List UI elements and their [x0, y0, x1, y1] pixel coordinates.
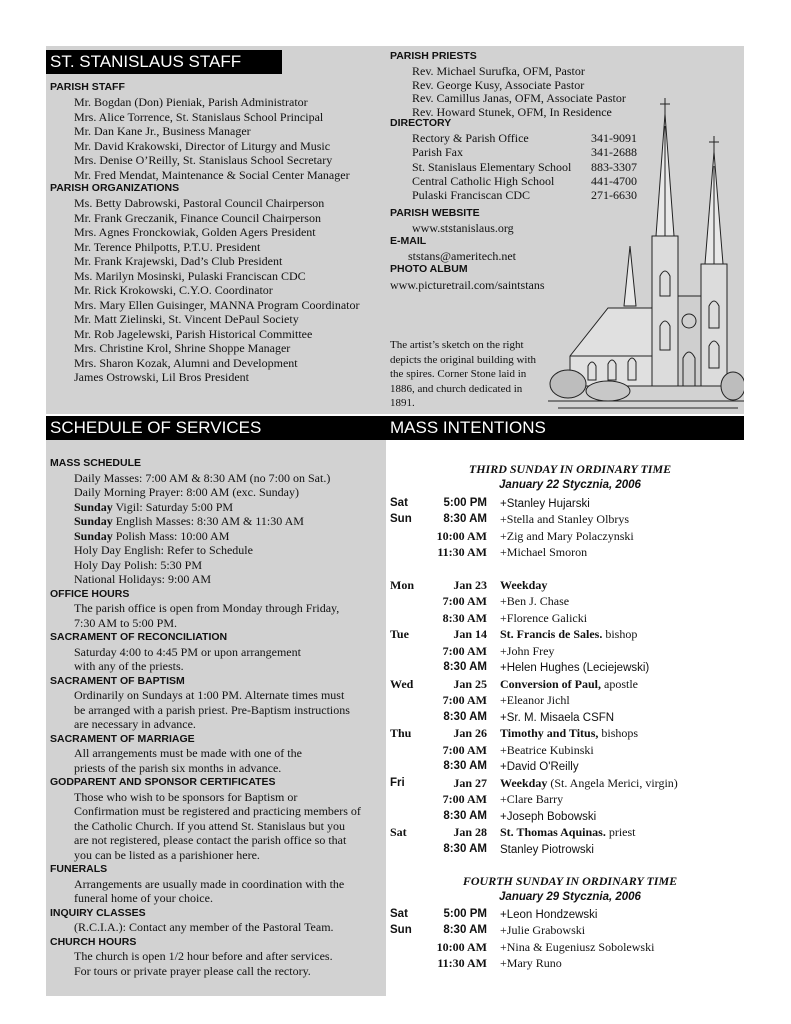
inquiry-heading: INQUIRY CLASSES	[50, 906, 146, 919]
intention-time: 7:00 AM	[442, 792, 487, 806]
directory-name: Rectory & Parish Office	[412, 131, 529, 145]
organization-member: Mr. Frank Greczanik, Finance Council Chairperson	[74, 210, 321, 225]
staff-member: Mr. Bogdan (Don) Pieniak, Parish Administrator	[74, 95, 308, 109]
directory-heading: DIRECTORY	[390, 117, 452, 129]
intention-day: Tue	[390, 627, 409, 641]
funerals-line: Arrangements are usually made in coordination with the	[74, 876, 345, 891]
organization-member: Ms. Marilyn Mosinski, Pulaski Franciscan CDC	[74, 268, 306, 283]
organization-member: Mr. Terence Philpotts, P.T.U. President	[74, 239, 261, 254]
intention-text: +Stella and Stanley Olbrys	[500, 512, 630, 526]
intention-time: 10:00 AM	[436, 940, 487, 954]
organizations-heading: PARISH ORGANIZATIONS	[50, 182, 180, 194]
funerals-heading: FUNERALS	[50, 863, 108, 875]
reconciliation-heading: SACRAMENT OF RECONCILIATION	[50, 631, 228, 643]
priest-entry: Rev. Howard Stunek, OFM, In Residence	[412, 104, 612, 119]
organization-member: Mr. Rick Krokowski, C.Y.O. Coordinator	[74, 283, 273, 297]
directory-name: St. Stanislaus Elementary School	[412, 159, 572, 174]
staff-member: Mr. Dan Kane Jr., Business Manager	[74, 124, 251, 138]
intention-day: Wed	[390, 677, 414, 691]
organization-member: Mr. Rob Jagelewski, Parish Historical Committee	[74, 326, 313, 341]
intention-time: Jan 14	[453, 627, 487, 641]
intention-day: Sat	[390, 497, 408, 509]
intention-text: +Ben J. Chase	[500, 594, 570, 608]
intention-text: Weekday (St. Angela Merici, virgin)	[500, 776, 678, 790]
intention-text: +Helen Hughes (Leciejewski)	[500, 662, 650, 674]
intention-text: +Florence Galicki	[500, 611, 588, 625]
intention-time: 8:30 AM	[443, 810, 487, 822]
organization-member: Mrs. Sharon Kozak, Alumni and Development	[74, 355, 298, 370]
intention-time: Jan 25	[453, 677, 487, 691]
intention-time: Jan 23	[453, 578, 487, 592]
mass-schedule-line: Daily Morning Prayer: 8:00 AM (exc. Sunday)	[74, 485, 299, 499]
intention-time: Jan 28	[453, 825, 487, 839]
intention-text: +Eleanor Jichl	[500, 693, 570, 707]
intention-text: +Leon Hondzewski	[500, 909, 598, 921]
godparent-line: are not registered, please contact the parish office so that	[74, 833, 347, 847]
intention-text: +Clare Barry	[500, 792, 564, 806]
mass-schedule-line: National Holidays: 9:00 AM	[74, 572, 211, 586]
intention-text: +David O'Reilly	[500, 761, 579, 773]
intention-time: 8:30 AM	[443, 513, 487, 525]
intention-text: +Michael Smoron	[500, 545, 588, 559]
mass-schedule-line: Holy Day Polish: 5:30 PM	[74, 557, 203, 572]
intention-time: 7:00 AM	[442, 743, 487, 757]
intention-time: 7:00 AM	[442, 644, 487, 658]
inquiry-line: (R.C.I.A.): Contact any member of the Pastoral Team.	[74, 920, 334, 934]
intention-text: +Mary Runo	[500, 956, 562, 970]
intention-time: 7:00 AM	[442, 594, 487, 608]
intention-text: +Nina & Eugeniusz Sobolewski	[500, 940, 655, 954]
intention-text: +Stanley Hujarski	[500, 498, 590, 510]
directory-name: Central Catholic High School	[412, 173, 555, 188]
directory-phone: 883-3307	[591, 159, 637, 174]
church-hours-heading: CHURCH HOURS	[50, 935, 137, 948]
mass-schedule-line: Daily Masses: 7:00 AM & 8:30 AM (no 7:00 on Sat.)	[74, 470, 331, 485]
email-link[interactable]: ststans@ameritech.net	[408, 249, 517, 263]
staff-member: Mr. Fred Mendat, Maintenance & Social Center Manager	[74, 167, 350, 182]
intention-text: +Sr. M. Misaela CSFN	[500, 712, 615, 724]
priests-heading: PARISH PRIESTS	[390, 50, 477, 62]
intention-day: Thu	[390, 726, 412, 740]
week1-title: THIRD SUNDAY IN ORDINARY TIME	[468, 462, 672, 476]
schedule-title: SCHEDULE OF SERVICES	[46, 416, 386, 440]
godparent-heading: GODPARENT AND SPONSOR CERTIFICATES	[50, 776, 276, 788]
intention-time: Jan 27	[453, 776, 487, 790]
intention-time: 11:30 AM	[437, 545, 487, 559]
intention-day: Fri	[390, 777, 405, 789]
intention-day: Sat	[390, 825, 407, 839]
godparent-line: the Catholic Church. If you attend St. Stanislaus but you	[74, 818, 345, 833]
organization-member: James Ostrowski, Lil Bros President	[74, 370, 249, 384]
intention-text: Conversion of Paul, apostle	[500, 677, 639, 691]
intention-text: +Joseph Bobowski	[500, 811, 597, 823]
intention-text: Timothy and Titus, bishops	[500, 726, 639, 740]
intention-time: 8:30 AM	[442, 611, 487, 625]
intentions-title: MASS INTENTIONS	[386, 416, 744, 440]
week2-title: FOURTH SUNDAY IN ORDINARY TIME	[462, 874, 678, 888]
marriage-heading: SACRAMENT OF MARRIAGE	[50, 732, 195, 745]
intention-time: 8:30 AM	[443, 711, 487, 723]
directory-name: Pulaski Franciscan CDC	[412, 188, 530, 203]
directory-name: Parish Fax	[412, 145, 463, 160]
intention-time: 8:30 AM	[443, 924, 487, 936]
organization-member: Ms. Betty Dabrowski, Pastoral Council Chairperson	[74, 196, 325, 210]
intention-text: St. Francis de Sales. bishop	[500, 627, 638, 641]
baptism-line: Ordinarily on Sundays at 1:00 PM. Alternate times must	[74, 688, 345, 702]
organization-member: Mr. Frank Krajewski, Dad’s Club President	[74, 254, 283, 268]
intention-text: +John Frey	[500, 644, 555, 658]
organization-member: Mrs. Christine Krol, Shrine Shoppe Manager	[74, 341, 291, 355]
intention-time: 8:30 AM	[443, 661, 487, 673]
baptism-line: are necessary in advance.	[74, 717, 196, 731]
godparent-line: Confirmation must be registered and practicing members of	[74, 804, 361, 818]
intention-time: 8:30 AM	[443, 760, 487, 772]
intention-text: Weekday	[500, 578, 548, 592]
website-link[interactable]: www.ststanislaus.org	[412, 221, 514, 235]
mass-schedule-line: Holy Day English: Refer to Schedule	[74, 543, 253, 557]
intention-day: Mon	[390, 578, 414, 592]
intention-time: 5:00 PM	[443, 908, 487, 920]
staff-member: Mrs. Alice Torrence, St. Stanislaus School Principal	[74, 109, 324, 124]
staff-member: Mrs. Denise O’Reilly, St. Stanislaus School Secretary	[74, 153, 333, 167]
album-link[interactable]: www.picturetrail.com/saintstans	[390, 278, 545, 292]
album-heading: PHOTO ALBUM	[390, 263, 468, 275]
intention-text: +Beatrice Kubinski	[500, 743, 594, 757]
website-heading: PARISH WEBSITE	[390, 207, 480, 219]
reconciliation-line: Saturday 4:00 to 4:45 PM or upon arrangement	[74, 644, 301, 659]
directory-phone: 341-2688	[591, 145, 637, 160]
intention-text: St. Thomas Aquinas. priest	[500, 825, 636, 839]
organization-member: Mr. Matt Zielinski, St. Vincent DePaul Society	[74, 312, 299, 326]
intention-time: 11:30 AM	[437, 956, 487, 970]
sketch-caption: The artist’s sketch on the right depicts the original building with the spires. Corner Stone laid in 1886, and church dedicated in 1891.	[390, 339, 537, 409]
organization-member: Mrs. Mary Ellen Guisinger, MANNA Program Coordinator	[74, 297, 360, 312]
baptism-line: be arranged with a parish priest. Pre-Baptism instructions	[74, 702, 350, 717]
office-hours-line: The parish office is open from Monday through Friday,	[74, 601, 340, 615]
intention-text: +Julie Grabowski	[500, 923, 586, 937]
intention-day: Sun	[390, 924, 412, 936]
baptism-heading: SACRAMENT OF BAPTISM	[50, 674, 185, 687]
staff-title: ST. STANISLAUS STAFF	[46, 50, 282, 74]
intention-text: +Zig and Mary Polaczynski	[500, 529, 634, 543]
priest-entry: Rev. Michael Surufka, OFM, Pastor	[412, 64, 585, 78]
directory-phone: 271-6630	[591, 188, 637, 203]
church-hours-line: For tours or private prayer please call the rectory.	[74, 963, 311, 978]
intention-day: Sun	[390, 513, 412, 525]
mass-schedule-line: Sunday Vigil: Saturday 5:00 PM	[74, 499, 234, 514]
priest-entry: Rev. George Kusy, Associate Pastor	[412, 77, 585, 92]
intention-time: Jan 26	[453, 726, 487, 740]
office-hours-heading: OFFICE HOURS	[50, 587, 130, 600]
godparent-line: you can be listed as a parishioner here.	[74, 847, 260, 862]
priest-entry: Rev. Camillus Janas, OFM, Associate Pastor	[412, 91, 626, 105]
parish-staff-heading: PARISH STAFF	[50, 81, 125, 93]
intention-time: 5:00 PM	[443, 497, 487, 509]
directory-phone: 341-9091	[591, 131, 637, 145]
intention-day: Sat	[390, 908, 408, 920]
office-hours-line: 7:30 AM to 5:00 PM.	[74, 615, 178, 630]
directory-phone: 441-4700	[591, 173, 637, 188]
mass-schedule-line: Sunday Polish Mass: 10:00 AM	[74, 528, 230, 543]
intention-text: Stanley Piotrowski	[500, 844, 594, 856]
church-hours-line: The church is open 1/2 hour before and after services.	[74, 949, 333, 963]
intention-time: 8:30 AM	[443, 843, 487, 855]
intention-time: 10:00 AM	[436, 529, 487, 543]
godparent-line: Those who wish to be sponsors for Baptism or	[74, 789, 298, 804]
mass-schedule-heading: MASS SCHEDULE	[50, 457, 142, 469]
church-sketch-image	[548, 96, 744, 414]
email-heading: E-MAIL	[390, 235, 427, 247]
reconciliation-line: with any of the priests.	[74, 659, 184, 673]
intention-time: 7:00 AM	[442, 693, 487, 707]
marriage-line: All arrangements must be made with one of the	[74, 746, 302, 760]
marriage-line: priests of the parish six months in advance.	[74, 760, 282, 775]
mass-schedule-line: Sunday English Masses: 8:30 AM & 11:30 AM	[74, 514, 304, 528]
funerals-line: funeral home of your choice.	[74, 891, 213, 905]
organization-member: Mrs. Agnes Fronckowiak, Golden Agers President	[74, 225, 316, 239]
week2-date: January 29 Stycznia, 2006	[499, 891, 641, 903]
staff-member: Mr. David Krakowski, Director of Liturgy and Music	[74, 138, 331, 153]
week1-date: January 22 Stycznia, 2006	[499, 479, 641, 491]
